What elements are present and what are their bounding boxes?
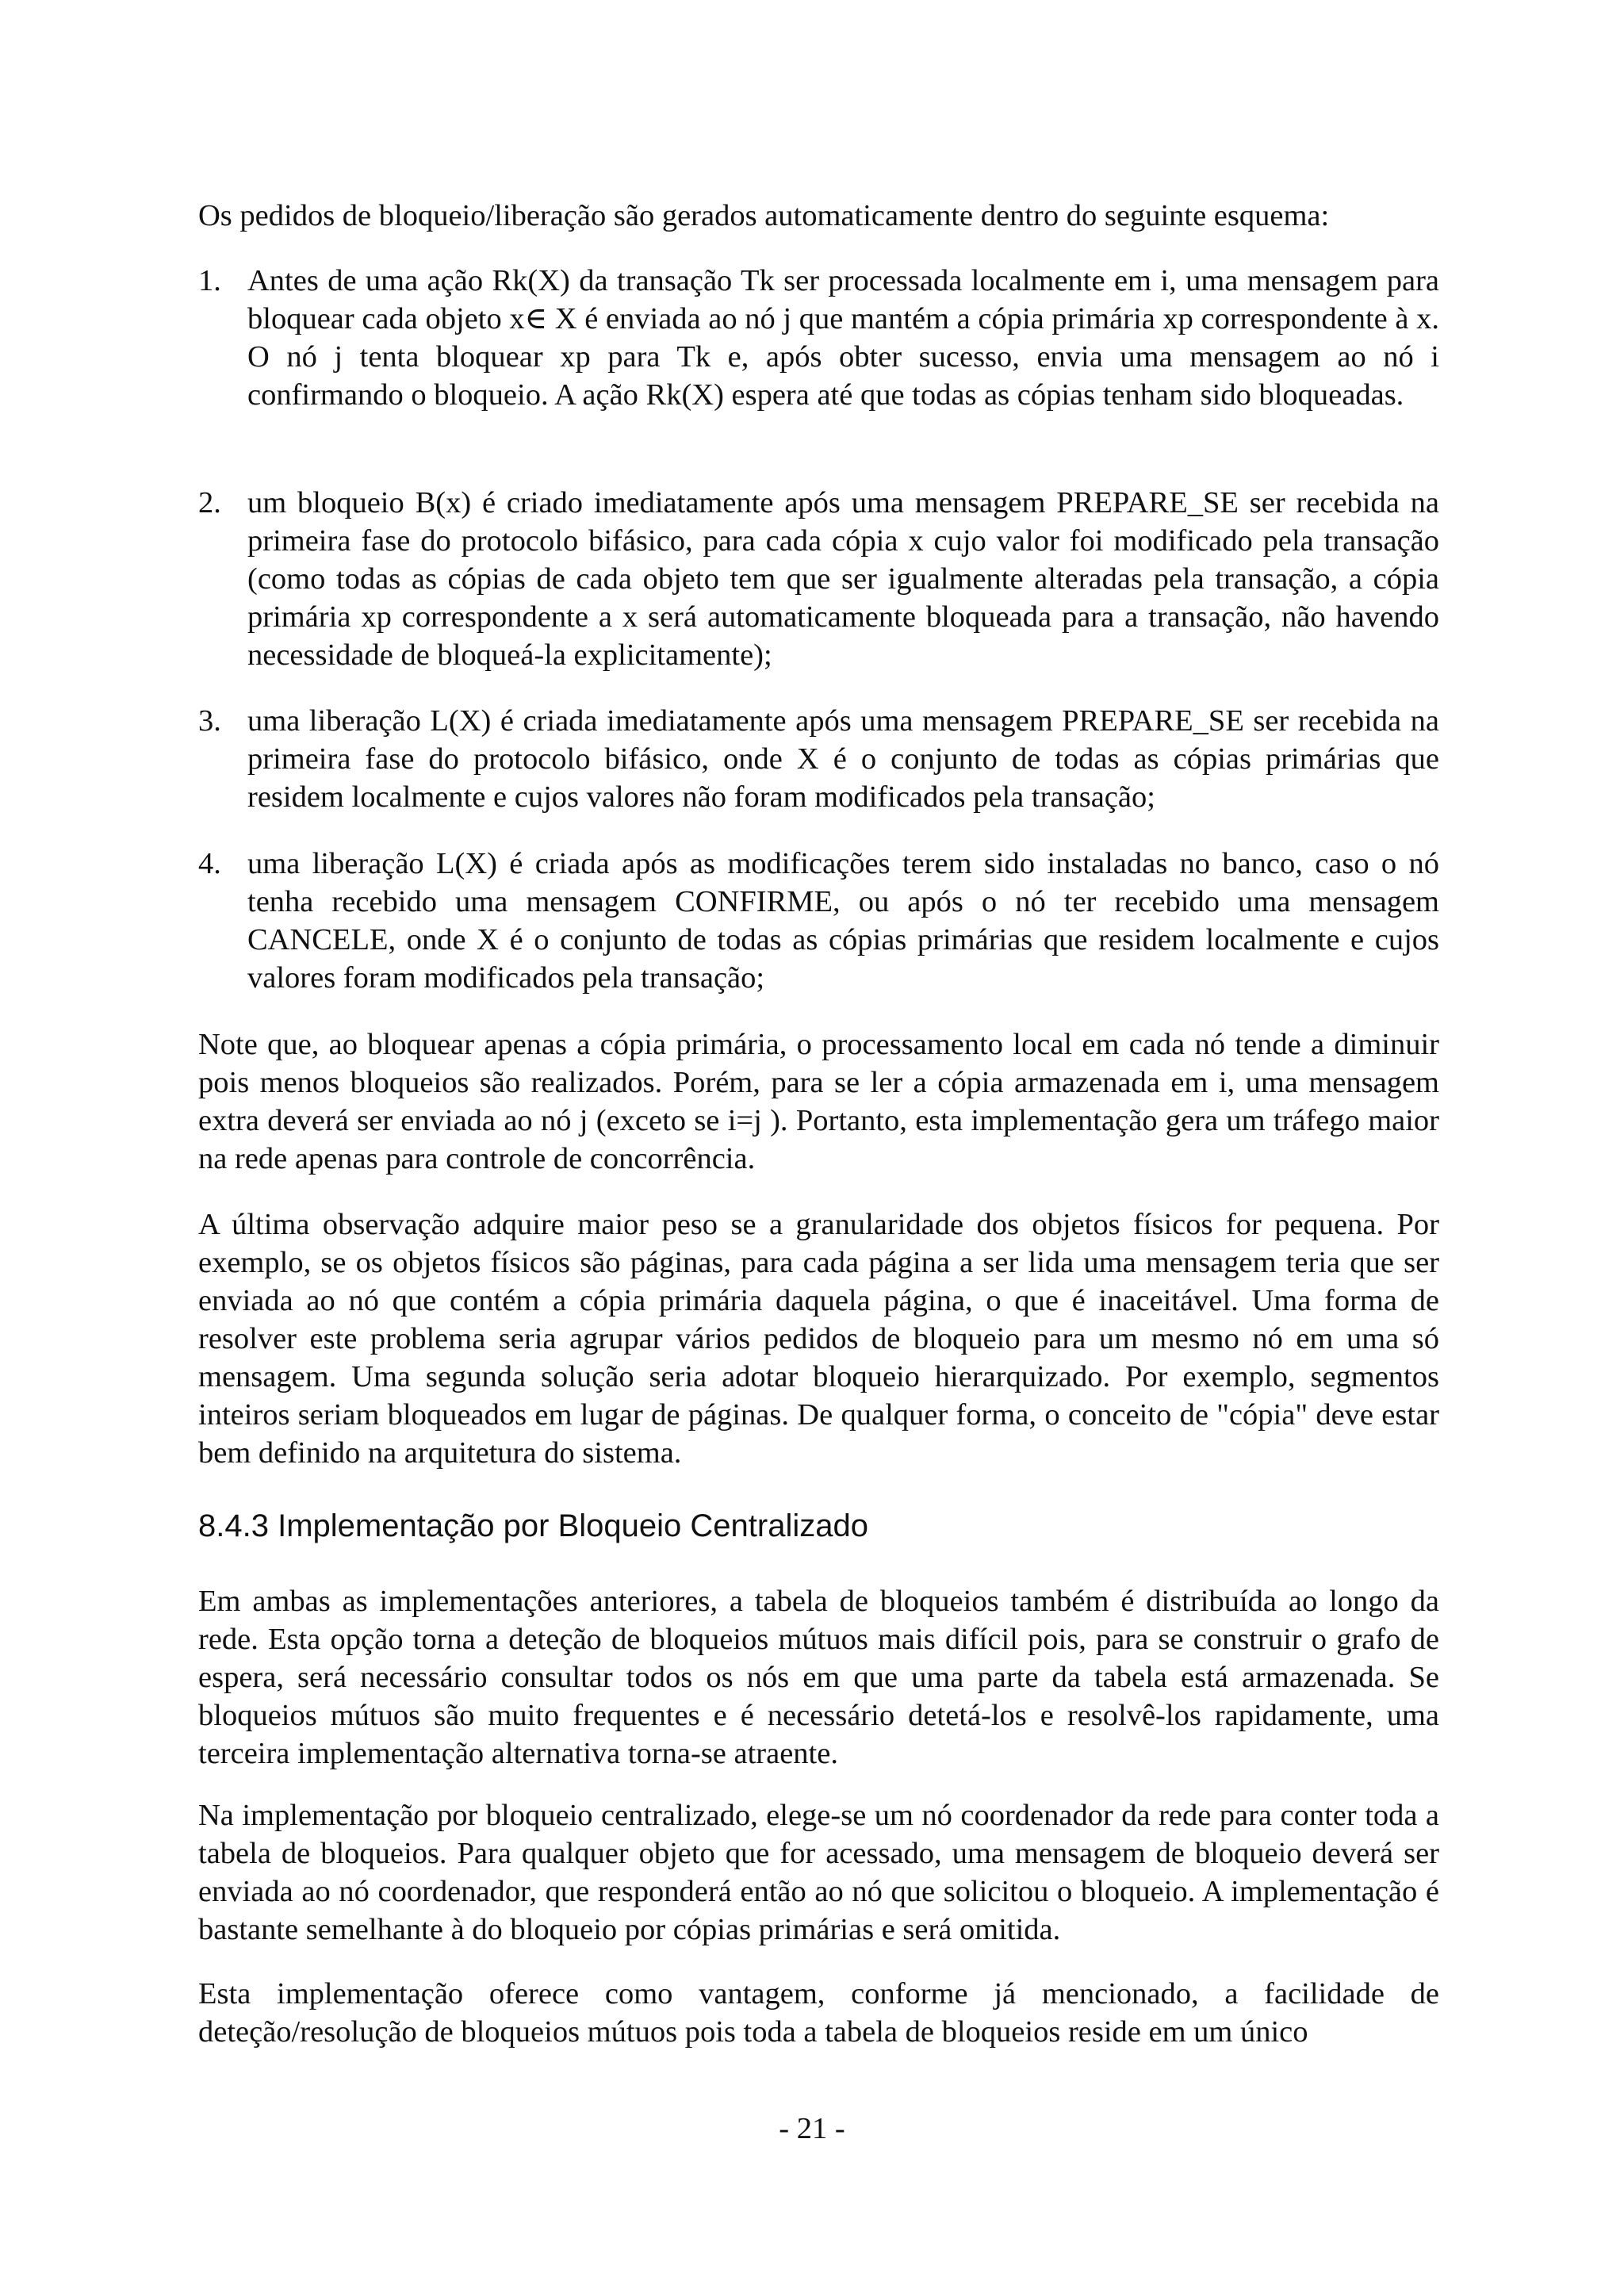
list-item-number: 4. [198, 847, 221, 880]
list-item-text: um bloqueio B(x) é criado imediatamente após uma mensagem PREPARE_SE ser recebida na primeira fase do protocolo bifásico, para cada cópia x cujo valor foi modificado pela transação (como todas as cópias de cada objeto tem que ser igualmente alteradas pela transação, a cópia primária xp correspondente a x será automaticamente bloqueada para a transação, não havendo necessidade de bloqueá-la explicitamente); [247, 486, 1439, 672]
last-observation-paragraph: A última observação adquire maior peso se a granularidade dos objetos físicos for pequena. Por exemplo, se os objetos físicos são páginas, para cada página a ser lida uma mensagem teria que ser enviada ao nó que contém a cópia primária daquela página, o que é inaceitável. Uma forma de resolver este problema seria agrupar vários pedidos de bloqueio para um mesmo nó em uma só mensagem. Uma segunda solução seria adotar bloqueio hierarquizado. Por exemplo, segmentos inteiros seriam bloqueados em lugar de páginas. De qualquer forma, o conceito de "cópia" deve estar bem definido na arquitetura do sistema. [198, 1208, 1439, 1470]
list-item-text: uma liberação L(X) é criada imediatamente após uma mensagem PREPARE_SE ser recebida na primeira fase do protocolo bifásico, onde X é o conjunto de todas as cópias primárias que residem localmente e cujos valores não foram modificados pela transação; [247, 704, 1439, 814]
list-item-text: uma liberação L(X) é criada após as modificações terem sido instaladas no banco, caso o nó tenha recebido uma mensagem CONFIRME, ou após o nó ter recebido uma mensagem CANCELE, onde X é o conjunto de todas as cópias primárias que residem localmente e cujos valores foram modificados pela transação; [247, 847, 1439, 995]
centralized-paragraph: Na implementação por bloqueio centralizado, elege-se um nó coordenador da rede para conter toda a tabela de bloqueios. Para qualquer objeto que for acessado, uma mensagem de bloqueio deverá ser enviada ao nó coordenador, que responderá então ao nó que solicitou o bloqueio. A implementação é bastante semelhante à do bloqueio por cópias primárias e será omitida. [198, 1799, 1439, 1946]
intro-paragraph: Os pedidos de bloqueio/liberação são gerados automaticamente dentro do seguinte esquema: [198, 199, 1330, 232]
list-item [198, 484, 1439, 674]
page-number: - 21 - [779, 2112, 845, 2145]
advantage-paragraph: Esta implementação oferece como vantagem, conforme já mencionado, a facilidade de deteção/resolução de bloqueios mútuos pois toda a tabela de bloqueios reside em um único [198, 1977, 1439, 2049]
section-heading: 8.4.3 Implementação por Bloqueio Centralizado [198, 1508, 868, 1543]
list-item [198, 702, 1439, 816]
list-item [198, 262, 1439, 414]
note-paragraph: Note que, ao bloquear apenas a cópia primária, o processamento local em cada nó tende a diminuir pois menos bloqueios são realizados. Porém, para se ler a cópia armazenada em i, uma mensagem extra deverá ser enviada ao nó j (exceto se i=j ). Portanto, esta implementação gera um tráfego maior na rede apenas para controle de concorrência. [198, 1028, 1439, 1175]
list-item-text: Antes de uma ação Rk(X) da transação Tk ser processada localmente em i, uma mensagem para bloquear cada objeto x∈ X é enviada ao nó j que mantém a cópia primária xp correspondente à x. O nó j tenta bloquear xp para Tk e, após obter sucesso, envia uma mensagem ao nó i confirmando o bloqueio. A ação Rk(X) espera até que todas as cópias tenham sido bloqueadas. [247, 264, 1439, 412]
list-item-number: 1. [198, 264, 221, 297]
list-item [198, 845, 1439, 997]
both-implementations-paragraph: Em ambas as implementações anteriores, a tabela de bloqueios também é distribuída ao longo da rede. Esta opção torna a deteção de bloqueios mútuos mais difícil pois, para se construir o grafo de espera, será necessário consultar todos os nós em que uma parte da tabela está armazenada. Se bloqueios mútuos são muito frequentes e é necessário detetá-los e resolvê-los rapidamente, uma terceira implementação alternativa torna-se atraente. [198, 1585, 1439, 1770]
list-item-number: 3. [198, 704, 221, 738]
list-item-number: 2. [198, 486, 221, 519]
